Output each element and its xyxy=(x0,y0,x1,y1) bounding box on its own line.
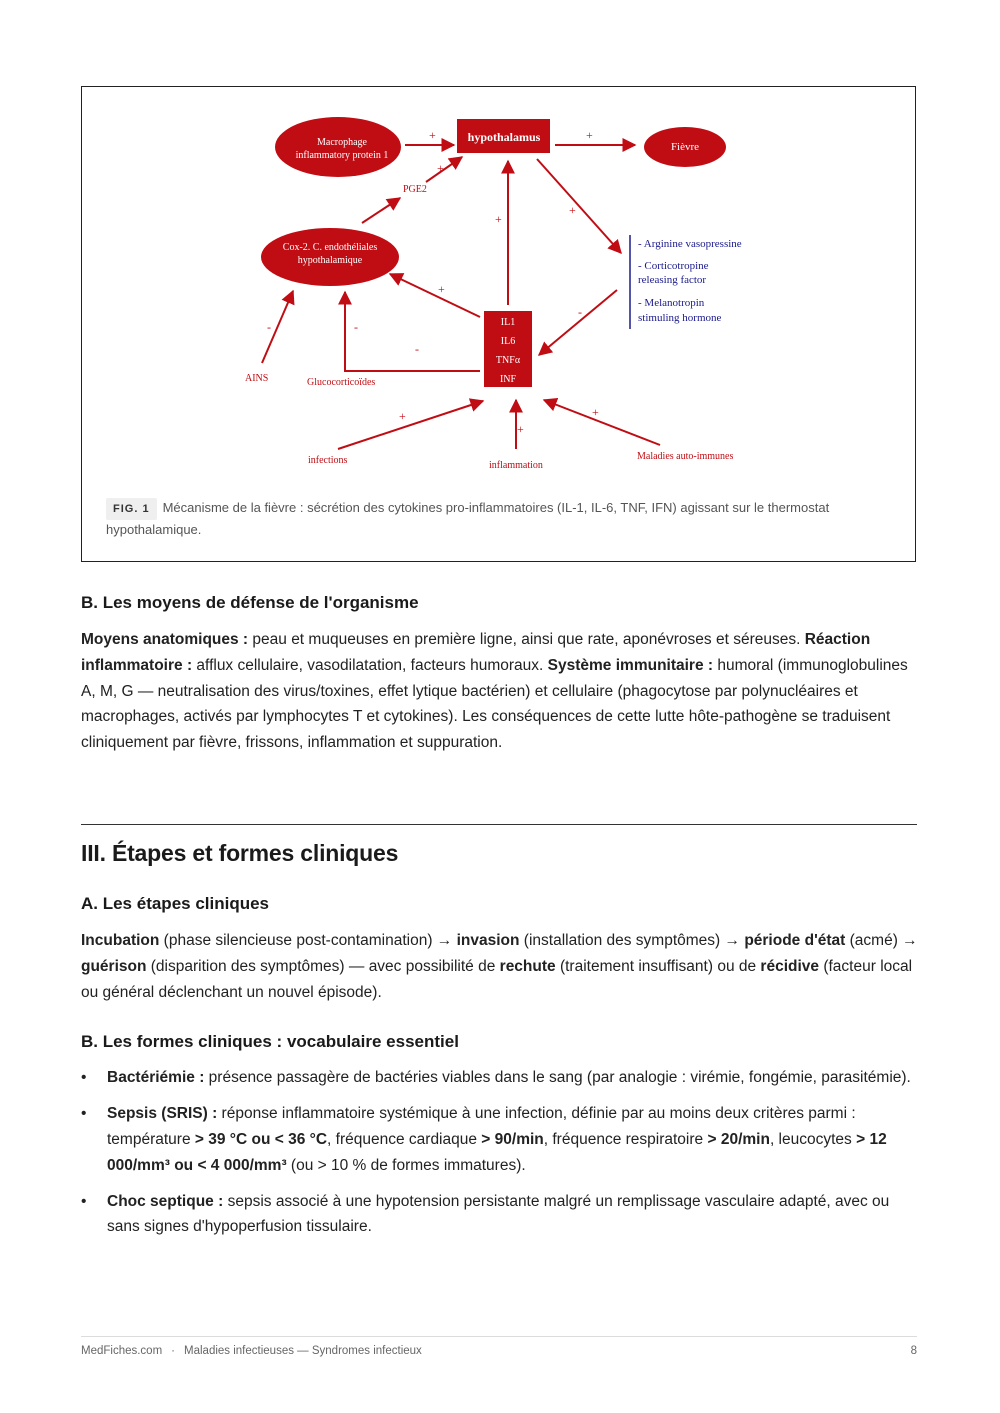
sign-minus: - xyxy=(415,342,419,356)
term-incubation: Incubation xyxy=(81,932,160,949)
sign-minus: - xyxy=(578,305,582,319)
text: (acmé) → xyxy=(845,932,918,949)
fever-mechanism-diagram xyxy=(82,87,917,567)
cox2-label: Cox-2. C. endothéliales xyxy=(282,242,378,253)
subsection-b-title: B. Les formes cliniques : vocabulaire essentiel xyxy=(81,1032,459,1052)
sign-minus: - xyxy=(267,320,271,334)
footer-section: Maladies infectieuses — Syndromes infectieux xyxy=(184,1345,422,1357)
sign-plus: + xyxy=(438,282,445,296)
term-choc-septique: Choc septique : xyxy=(107,1192,224,1210)
crf-label-2: releasing factor xyxy=(638,274,707,286)
macrophage-label: Macrophage xyxy=(317,137,367,148)
text: (phase silencieuse post-contamination) → xyxy=(159,932,457,949)
sign-minus: - xyxy=(354,320,358,334)
term-sepsis: Sepsis (SRIS) : xyxy=(107,1105,218,1123)
text: (disparition des symptômes) — avec possibilité de xyxy=(146,957,500,975)
macrophage-label-2: inflammatory protein 1 xyxy=(295,150,389,161)
figure-caption-text: Mécanisme de la fièvre : sécrétion des cytokines pro-inflammatoires (IL-1, IL-6, TNF, IFN) agissant sur le thermostat hypothalamique. xyxy=(106,500,830,537)
sign-plus: + xyxy=(569,203,576,217)
inflammation-label: inflammation xyxy=(489,460,543,471)
text: (traitement insuffisant) ou de xyxy=(555,957,761,975)
maladies-label: Maladies auto-immunes xyxy=(637,451,734,462)
list-item-sepsis xyxy=(81,1101,921,1178)
text: présence passagère de bactéries viables dans le sang (par analogie : virémie, fongémie, parasitémie). xyxy=(204,1069,911,1087)
arrow-cox2-pge2 xyxy=(362,198,400,223)
msh-label: - Melanotropin xyxy=(638,297,705,309)
diagram-arrows xyxy=(262,145,660,449)
arrow-hypothalamus-hormones xyxy=(537,159,621,253)
criterion-leucocytes: > 12 000/mm³ ou < 4 000/mm³ xyxy=(107,1130,887,1174)
criterion-heart-rate: > 90/min xyxy=(481,1130,544,1148)
arrow-maladies-cytokines xyxy=(544,400,660,445)
section-b-title: B. Les moyens de défense de l'organisme xyxy=(81,593,419,612)
term-recidive: récidive xyxy=(760,957,820,975)
sign-plus: + xyxy=(586,128,593,142)
list-item-bacteriemie xyxy=(81,1065,921,1091)
fievre-label: Fièvre xyxy=(670,141,700,153)
sign-plus: + xyxy=(437,161,444,175)
text: humoral (immunoglobulines A, M, G — neutralisation des virus/toxines, effet lytique bactérien) et cellulaire (phagocytose par polynucléaires et macrophages, activés par lymphocytes T et cytokines). Les conséquences de cette lutte hôte-pathogène se traduisent cliniquement par fièvre, frissons, inflammation et suppuration. xyxy=(81,656,908,752)
infections-label: infections xyxy=(308,455,348,466)
section-etapes-formes xyxy=(81,840,921,1250)
term-rechute: rechute xyxy=(499,957,556,975)
etapes-paragraph xyxy=(81,928,921,1005)
criterion-resp-rate: > 20/min xyxy=(707,1130,770,1148)
sign-plus: + xyxy=(399,409,406,423)
term-invasion: invasion xyxy=(456,932,520,949)
section-defense xyxy=(81,593,921,756)
term-anatomiques: Moyens anatomiques : xyxy=(81,631,249,648)
msh-label-2: stimuling hormone xyxy=(638,312,722,324)
pge2-label: PGE2 xyxy=(403,184,427,195)
defense-paragraph xyxy=(81,627,921,756)
arrow-gluco-path xyxy=(345,292,480,371)
term-periode-etat: période d'état xyxy=(744,932,846,949)
section-3-title: III. Étapes et formes cliniques xyxy=(81,840,399,866)
page-footer xyxy=(81,1336,917,1357)
term-guerison: guérison xyxy=(81,957,147,975)
bullet: • xyxy=(81,1105,87,1123)
page-number: 8 xyxy=(910,1345,917,1357)
il6-label: IL6 xyxy=(500,336,516,347)
il1-label: IL1 xyxy=(500,317,516,328)
sign-plus: + xyxy=(429,128,436,142)
footer-site: MedFiches.com xyxy=(81,1345,163,1357)
tnf-label: TNFα xyxy=(495,355,521,366)
sign-plus: + xyxy=(592,405,599,419)
hypothalamus-label: hypothalamus xyxy=(467,130,541,144)
sign-plus: + xyxy=(517,422,524,436)
arrow-pge2-hypothalamus xyxy=(426,157,462,182)
text: réponse inflammatoire systémique à une infection, définie par au moins deux critères parmi : température xyxy=(107,1105,856,1148)
list-item-choc-septique xyxy=(81,1189,921,1241)
avp-label: - Arginine vasopressine xyxy=(638,238,742,250)
term-bacteriemie: Bactériémie : xyxy=(107,1069,205,1087)
glucocorticoides-label: Glucocorticoïdes xyxy=(307,377,376,388)
figure-label: FIG. 1 xyxy=(106,498,157,520)
text: , leucocytes xyxy=(769,1130,857,1148)
ains-label: AINS xyxy=(245,373,269,384)
figure-1 xyxy=(81,86,916,562)
inf-label: INF xyxy=(499,374,517,385)
figure-caption xyxy=(106,498,896,540)
text: afflux cellulaire, vasodilatation, facteurs humoraux. xyxy=(192,656,548,674)
subsection-a-title: A. Les étapes cliniques xyxy=(81,894,270,913)
cox2-label-2: hypothalamique xyxy=(297,255,363,266)
text: (installation des symptômes) → xyxy=(519,932,745,949)
bullet: • xyxy=(81,1192,87,1210)
text: , fréquence respiratoire xyxy=(543,1130,708,1148)
text: , fréquence cardiaque xyxy=(327,1130,482,1148)
text: (ou > 10 % de formes immatures). xyxy=(286,1156,526,1174)
arrow-infections-cytokines xyxy=(338,401,483,449)
section-divider xyxy=(81,824,917,825)
text: sepsis associé à une hypotension persistante malgré un remplissage vasculaire adapté, avec ou sans signes d'hypoperfusion tissulaire. xyxy=(107,1192,890,1236)
sign-plus: + xyxy=(495,212,502,226)
bullet: • xyxy=(81,1069,87,1087)
term-inflammatoire: Réaction inflammatoire : xyxy=(81,631,871,674)
vocabulary-list xyxy=(81,1065,921,1240)
crf-label: - Corticotropine xyxy=(638,260,709,272)
text: peau et muqueuses en première ligne, ainsi que rate, aponévroses et séreuses. xyxy=(248,631,805,648)
term-immunitaire: Système immunitaire : xyxy=(547,656,714,674)
arrow-hormones-cytokines xyxy=(539,290,617,355)
footer-separator: · xyxy=(171,1345,176,1357)
criterion-temperature: > 39 °C ou < 36 °C xyxy=(194,1130,328,1148)
arrow-cytokines-cox2 xyxy=(390,274,480,317)
text: (facteur local ou général déclenchant un nouvel épisode). xyxy=(81,957,913,1001)
